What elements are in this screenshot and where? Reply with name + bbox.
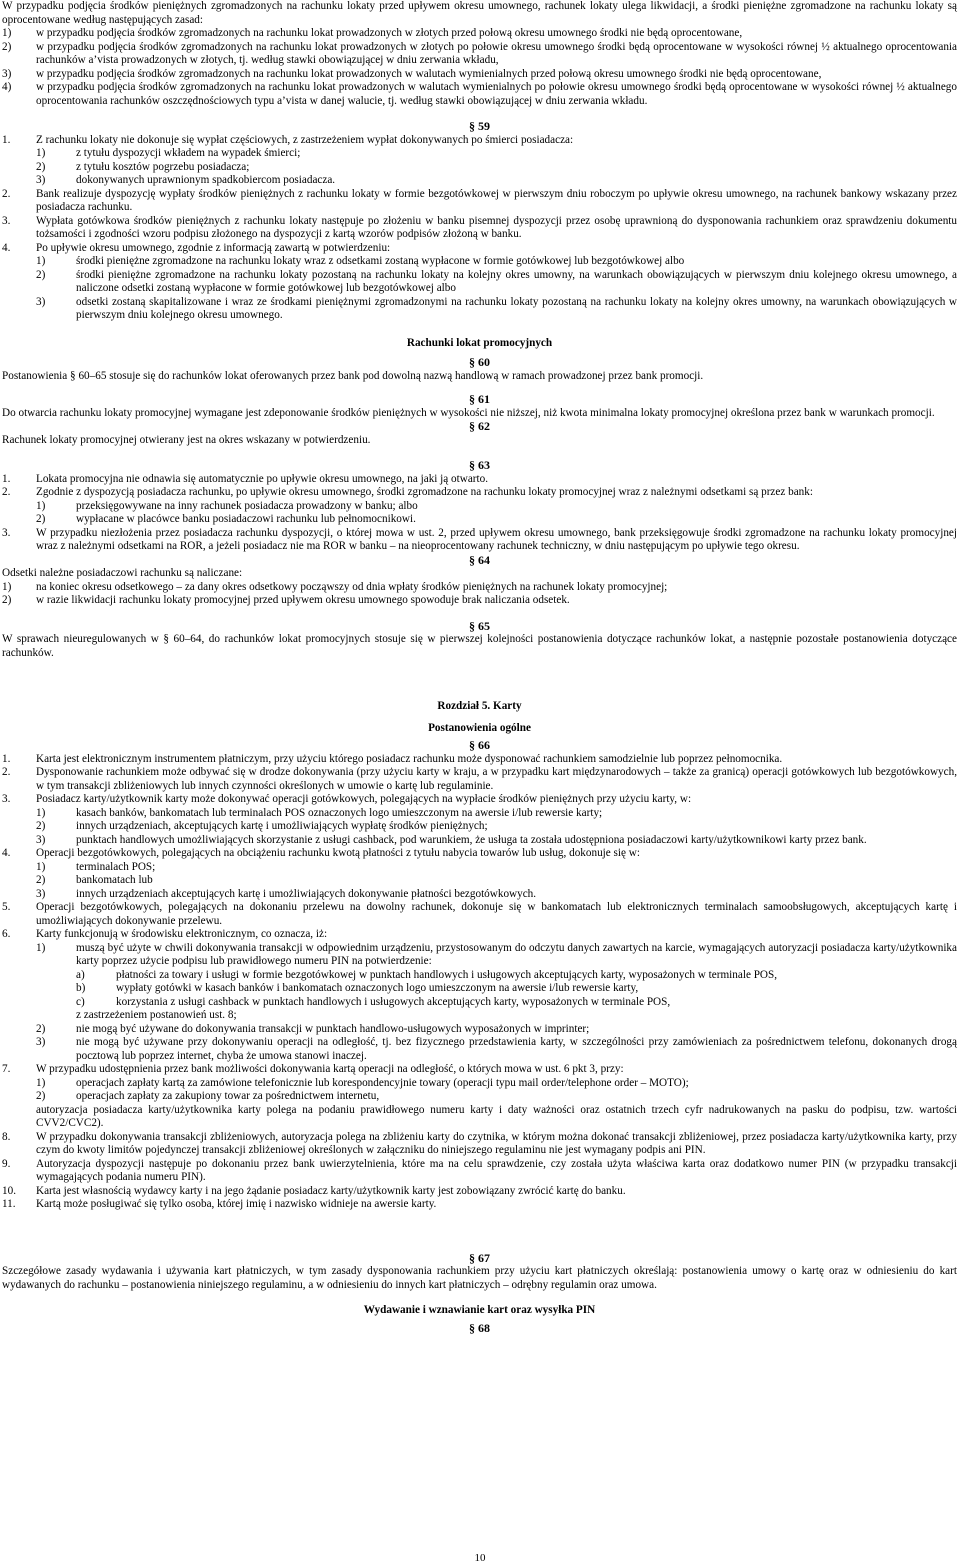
list-marker: 3) [2, 67, 12, 80]
list-marker: 2) [36, 1090, 46, 1102]
paragraph: W przypadku podjęcia środków pieniężnych zgromadzonych na rachunku lokaty przed upływem okresu umownego, rachunek lokaty ulega likwidacji, a środki pieniężne zgromadzone na rachunku lokaty są oprocentowane według następujących zasad: [2, 0, 957, 26]
list-text: w przypadku podjęcia środków zgromadzonych na rachunku lokat prowadzonych w walutach wymienialnych po połowie okresu umownego środki będą oprocentowane w wysokości równej ½ aktualnego oprocentowania rachunków oszczędnościowych typu a’vista w danej walucie, tj. według stawki obowiązującej w dniu zerwania wkładu. [36, 81, 957, 107]
list-item [36, 255, 957, 269]
list-item [2, 134, 957, 148]
paragraph: W sprawach nieuregulowanych w § 60‒64, do rachunków lokat promocyjnych stosuje się w pierwszej kolejności postanowienia dotyczące rachunków lokat, a następnie pozostałe postanowienia dotyczące rachunków. [2, 633, 957, 659]
list-item [2, 27, 957, 41]
list-marker: 7. [2, 1063, 11, 1075]
list-marker: 1. [2, 752, 11, 765]
list-marker: 1) [36, 255, 46, 267]
list-item [36, 161, 957, 175]
list-marker: 11. [2, 1198, 16, 1210]
list-item [76, 969, 957, 983]
list-text: Operacji bezgotówkowych, polegających na obciążeniu rachunku kwotą płatności z tytułu nabycia towarów lub usług, dokonuje się w: [36, 847, 640, 859]
chapter-heading: Rozdział 5. Karty [437, 700, 522, 712]
list-item [2, 527, 957, 554]
list-marker: 10. [2, 1184, 16, 1197]
list-marker: 4. [2, 847, 11, 859]
list-marker: 1) [2, 27, 12, 39]
list-text: w przypadku podjęcia środków zgromadzonych na rachunku lokat prowadzonych w walutach wymienialnych przed połową okresu umownego środki nie będą oprocentowane, [36, 67, 822, 80]
list-item [2, 753, 957, 767]
paragraph: Rachunek lokaty promocyjnej otwierany jest na okres wskazany w potwierdzeniu. [2, 433, 371, 446]
list-marker: 3) [36, 887, 46, 900]
list-item [2, 41, 957, 68]
list-item [2, 215, 957, 242]
list-item [36, 269, 957, 296]
list-item [2, 1158, 957, 1185]
list-text: Kartą może posługiwać się tylko osoba, której imię i nazwisko widnieje na awersie karty. [36, 1198, 437, 1210]
list-marker: 3. [2, 793, 11, 805]
list-item [2, 188, 957, 215]
list-text: Lokata promocyjna nie odnawia się automatycznie po upływie okresu umownego, na jaki ją otwarto. [36, 472, 489, 485]
list-item [2, 1131, 957, 1158]
list-marker: c) [76, 995, 85, 1008]
section-heading: § 59 [469, 119, 490, 133]
list-item [36, 820, 957, 834]
list-item [36, 1090, 957, 1104]
list-text: na koniec okresu odsetkowego ‒ za dany okres odsetkowy począwszy od dnia wpłaty środków pieniężnych na rachunek lokaty promocyjnej; [36, 580, 668, 593]
list-marker: 3. [2, 214, 11, 227]
list-item [36, 1036, 957, 1063]
list-text: W przypadku niezłożenia przez posiadacza rachunku dyspozycji, o której mowa w ust. 2, przed upływem okresu umownego, bank przeksięgowuje środki zgromadzone na rachunku lokaty promocyjnej wraz z należnymi odsetkami na ROR, a jeżeli posiadacz nie ma ROR w banku ‒ na nieoprocentowany rachunek techniczny, w dniu następującym po upływie tego okresu. [36, 526, 957, 552]
list-text: nie mogą być używane do dokonywania transakcji w punktach handlowo-usługowych wyposażonych w imprinter; [76, 1022, 590, 1035]
list-marker: 2) [2, 594, 12, 606]
list-text: Dysponowanie rachunkiem może odbywać się w drodze dokonywania (przy użyciu karty w kraju, a w przypadku kart międzynarodowych – także za granicą) operacji gotówkowych lub bezgotówkowych, w tym transakcji zbliżeniowych lub innych czynności określonych w umowie o kartę lub regulaminie. [36, 766, 957, 792]
list-text: wypłacane w placówce banku posiadaczowi rachunku lub pełnomocnikowi. [76, 513, 416, 525]
list-text: Z rachunku lokaty nie dokonuje się wypłat częściowych, z zastrzeżeniem wypłat dokonywanych po śmierci posiadacza: [36, 133, 574, 146]
list-text: w razie likwidacji rachunku lokaty promocyjnej przed upływem okresu umownego spowoduje brak naliczania odsetek. [36, 594, 570, 606]
list-item [2, 581, 957, 595]
section-heading: § 65 [469, 618, 490, 633]
list-item [2, 1198, 957, 1212]
spacer [2, 1212, 957, 1252]
list-marker: 3) [36, 1036, 46, 1048]
list-marker: 3) [36, 174, 46, 186]
list-text: dokonywanych uprawnionym spadkobiercom posiadacza. [76, 174, 336, 186]
list-marker: 2) [36, 874, 46, 886]
list-text: z tytułu dyspozycji wkładem na wypadek śmierci; [76, 147, 301, 159]
list-item [2, 847, 957, 861]
list-marker: 4. [2, 241, 11, 254]
list-item [36, 174, 957, 188]
list-item [36, 861, 957, 875]
list-marker: 2) [36, 1022, 46, 1035]
list-item [36, 834, 957, 848]
list-text: W przypadku dokonywania transakcji zbliżeniowych, autoryzacja polega na zbliżeniu karty do czytnika, w którym można dokonać transakcji zbliżeniowej, przez posiadacza karty/użytkownika karty, przy czym do kwoty limitów pojedynczej transakcji zbliżeniowej określonych w załączniku do niniejszego regulaminu nie jest wymagany podpis ani PIN. [36, 1130, 957, 1156]
list-marker: 5. [2, 901, 11, 913]
list-text: punktach handlowych umożliwiających skorzystanie z usługi cashback, pod warunkiem, że usługa ta została udostępniona posiadaczowi karty/użytkownikowi karty przez bank. [76, 833, 867, 846]
list-text: płatności za towary i usługi w formie bezgotówkowej w punktach handlowych i usługowych akceptujących karty, wyposażonych w terminale POS, [116, 968, 778, 981]
section-heading: § 67 [469, 1250, 490, 1265]
list-text: Karta jest własnością wydawcy karty i na jego żądanie posiadacz karty/użytkownik karty jest zobowiązany zwrócić kartę do banku. [36, 1184, 626, 1197]
list-text: Wypłata gotówkowa środków pieniężnych z rachunku lokaty następuje po złożeniu w banku pisemnej dyspozycji przez osobę uprawnioną do dysponowania rachunkiem oraz sprawdzeniu dokumentu tożsamości i zgodności wzoru podpisu złożonego na dyspozycji z kartą wzorów podpisów złożoną w banku. [36, 214, 957, 240]
list-marker: 2) [36, 268, 46, 281]
list-item [36, 500, 957, 514]
list-marker: a) [76, 968, 85, 981]
list-marker: 1) [2, 580, 12, 593]
paragraph: Do otwarcia rachunku lokaty promocyjnej wymagane jest zdeponowanie środków pieniężnych w wysokości nie niższej, niż kwota minimalna lokaty promocyjnej określona przez bank w warunkach promocji. [2, 406, 935, 419]
list-item [2, 766, 957, 793]
section-heading: § 60 [469, 355, 490, 369]
list-marker: 3) [36, 295, 46, 308]
paragraph: Szczegółowe zasady wydawania i używania kart płatniczych, w tym zasady dysponowania rachunkiem przy użyciu kart płatniczych określają: postanowienia umowy o kartę oraz w odniesieniu do kart wydawanych do rachunku ‒ postanowienia niniejszego regulaminu, a w odniesieniu do innych kart płatniczych ‒ odrębny regulamin oraz umowa. [2, 1265, 957, 1291]
list-marker: 1) [36, 1076, 46, 1089]
list-marker: 2) [36, 513, 46, 525]
list-text: Bank realizuje dyspozycję wypłaty środków pieniężnych z rachunku lokaty w formie bezgotówkowej w pierwszym dniu roboczym po upływie okresu umownego, na rachunek bankowy wskazany przez posiadacza rachunku. [36, 187, 957, 213]
list-text: Po upływie okresu umownego, zgodnie z informacją zawartą w potwierdzeniu: [36, 241, 391, 254]
list-text: bankomatach lub [76, 874, 153, 886]
spacer [2, 608, 957, 620]
list-item [2, 928, 957, 942]
list-item [36, 1023, 957, 1037]
list-text: operacjach zapłaty kartą za zamówione telefonicznie lub korespondencyjnie towary (operacji typu mail order/telephone order – MOTO); [76, 1076, 689, 1089]
list-text: z tytułu kosztów pogrzebu posiadacza; [76, 160, 250, 173]
list-text: kasach banków, bankomatach lub terminalach POS oznaczonych logo umieszczonym na awersie i/lub rewersie karty; [76, 806, 603, 819]
list-item [36, 888, 957, 902]
list-text: innych urządzeniach akceptujących kartę i umożliwiających dokonywanie płatności bezgotówkowych. [76, 887, 537, 900]
paragraph: autoryzacja posiadacza karty/użytkownika karty polega na podaniu prawidłowego numeru karty i daty ważności oraz ostatnich trzech cyfr nadrukowanych na pasku do podpisu, tzw. wartości CVV2/CVC2). [36, 1103, 957, 1129]
list-item [36, 296, 957, 323]
list-marker: 3. [2, 526, 11, 539]
list-text: Karta jest elektronicznym instrumentem płatniczym, przy użyciu którego posiadacz rachunku może dysponować rachunkiem samodzielnie lub poprzez pełnomocnika. [36, 752, 783, 765]
list-item [2, 901, 957, 928]
section-heading: § 63 [469, 458, 490, 472]
list-item [36, 942, 957, 969]
spacer [2, 660, 957, 700]
list-item [36, 1077, 957, 1091]
list-text: w przypadku podjęcia środków zgromadzonych na rachunku lokat prowadzonych w złotych przed połową okresu umownego środki nie będą oprocentowane, [36, 27, 743, 39]
list-marker: 8. [2, 1130, 11, 1143]
list-item [76, 982, 957, 996]
page-number: 10 [474, 1552, 486, 1564]
list-item [2, 793, 957, 807]
spacer [2, 1292, 957, 1304]
list-item [2, 486, 957, 500]
list-text: nie mogą być używane przy dokonywaniu operacji na odległość, tj. bez fizycznego przedstawienia karty, w szczególności przy zamówieniach za pośrednictwem telefonu, dokonanych drogą pocztową lub poprzez internet, chyba że umowa stanowi inaczej. [76, 1036, 957, 1062]
section-heading: § 64 [469, 552, 490, 567]
list-marker: 2. [2, 486, 11, 498]
section-heading: § 61 [469, 392, 490, 406]
list-marker: 1) [36, 941, 46, 954]
spacer [2, 714, 957, 722]
list-marker: 1) [36, 499, 46, 512]
list-text: Zgodnie z dyspozycją posiadacza rachunku, po upływie okresu umownego, środki zgromadzone na rachunku lokaty promocyjnej wraz z należnymi odsetkami są przez bank: [36, 486, 813, 498]
list-item [2, 1063, 957, 1077]
list-item [2, 473, 957, 487]
list-marker: 2. [2, 187, 11, 200]
list-text: muszą być użyte w chwili dokonywania transakcji w odpowiednim urządzeniu, przystosowanym do odczytu danych zawartych na karcie, wymagających autoryzacji posiadacza karty/użytkownika karty poprzez użycie podpisu lub prawidłowego numeru PIN na potwierdzenie: [76, 941, 957, 967]
list-text: odsetki zostaną skapitalizowane i wraz ze środkami pieniężnymi zgromadzonymi na rachunku lokaty pozostaną na rachunku lokaty na kolejny okres umowny, na warunkach obowiązujących w pierwszym dniu kolejnego okresu umownego. [76, 295, 957, 321]
section-heading: § 62 [469, 419, 490, 433]
list-marker: 2) [36, 160, 46, 173]
list-marker: 3) [36, 833, 46, 846]
list-text: wypłaty gotówki w kasach banków i bankomatach oznaczonych logo umieszczonym na awersie i/lub rewersie karty, [116, 982, 639, 994]
chapter-heading: Postanowienia ogólne [428, 721, 531, 734]
section-heading: § 66 [469, 738, 490, 752]
list-text: środki pieniężne zgromadzone na rachunku lokaty wraz z odsetkami zostaną wypłacone w formie gotówkowej lub bezgotówkowej albo [76, 255, 685, 267]
list-marker: 1) [36, 806, 46, 819]
list-item [2, 242, 957, 256]
list-marker: 1) [36, 147, 46, 159]
list-text: operacjach zapłaty za zakupiony towar za pośrednictwem internetu, [76, 1090, 380, 1102]
paragraph: Odsetki należne posiadaczowi rachunku są naliczane: [2, 567, 243, 579]
chapter-heading: Rachunki lokat promocyjnych [406, 336, 553, 349]
list-item [2, 68, 957, 82]
paragraph: z zastrzeżeniem postanowień ust. 8; [76, 1009, 237, 1021]
list-marker: 2) [2, 40, 12, 53]
list-text: przeksięgowywane na inny rachunek posiadacza prowadzony w banku; albo [76, 499, 418, 512]
list-marker: 2) [36, 820, 46, 832]
list-text: Karty funkcjonują w środowisku elektronicznym, co oznacza, iż: [36, 928, 328, 940]
list-item [36, 147, 957, 161]
list-marker: 1. [2, 133, 11, 146]
list-text: w przypadku podjęcia środków zgromadzonych na rachunku lokat prowadzonych w złotych po połowie okresu umownego środki będą oprocentowane w wysokości równej ½ aktualnego oprocentowania rachunków a’vista prowadzonych w złotych, tj. według stawki obowiązującej w dniu zerwania wkładu, [36, 40, 957, 66]
list-text: Autoryzacja dyspozycji następuje po dokonaniu przez bank uwierzytelnienia, które ma na celu sprawdzenie, czy została użyta właściwa karta oraz dodatkowo numer PIN (w przypadku transakcji wymagających podania numeru PIN). [36, 1157, 957, 1183]
list-item [36, 874, 957, 888]
spacer [2, 323, 957, 337]
list-text: innych urządzeniach, akceptujących kartę i umożliwiających wypłatę środków pieniężnych; [76, 820, 488, 832]
list-item [76, 996, 957, 1010]
list-text: terminalach POS; [76, 860, 156, 873]
list-marker: 1. [2, 472, 11, 485]
list-marker: 4) [2, 81, 12, 93]
list-item [2, 594, 957, 608]
list-text: W przypadku udostępnienia przez bank możliwości dokonywania kartą operacji na odległość, o których mowa w ust. 6 pkt 3, przy: [36, 1063, 624, 1075]
list-item [2, 1185, 957, 1199]
section-heading: § 68 [469, 1320, 490, 1335]
list-text: środki pieniężne zgromadzone na rachunku lokaty pozostaną na rachunku lokaty na kolejny okres umowny, na warunkach obowiązujących w pierwszym dniu kolejnego okresu umownego, a naliczone odsetki zostaną wypłacone w formie gotówkowej lub bezgotówkowej albo [76, 268, 957, 294]
list-text: Operacji bezgotówkowych, polegających na dokonaniu przelewu na dowolny rachunek, dokonuje się w bankomatach lub elektronicznych terminalach samoobsługowych, akceptujących kartę i umożliwiających dokonywanie przelewu. [36, 901, 957, 927]
paragraph: Postanowienia § 60‒65 stosuje się do rachunków lokat oferowanych przez bank pod dowolną nazwą handlową w ramach prowadzonej przez bank promocji. [2, 369, 704, 382]
list-marker: 1) [36, 860, 46, 873]
chapter-heading: Wydawanie i wznawianie kart oraz wysyłka PIN [363, 1304, 596, 1316]
list-item [36, 513, 957, 527]
list-text: korzystania z usługi cashback w punktach handlowych i usługowych akceptujących karty, wyposażonych w terminale POS, [116, 995, 671, 1008]
list-marker: 2. [2, 766, 11, 778]
list-item [2, 81, 957, 108]
list-marker: b) [76, 982, 86, 994]
list-marker: 6. [2, 928, 11, 940]
list-marker: 9. [2, 1157, 11, 1170]
list-item [36, 807, 957, 821]
list-text: Posiadacz karty/użytkownik karty może dokonywać operacji gotówkowych, polegających na wypłacie środków pieniężnych przy użyciu karty, w: [36, 793, 692, 805]
